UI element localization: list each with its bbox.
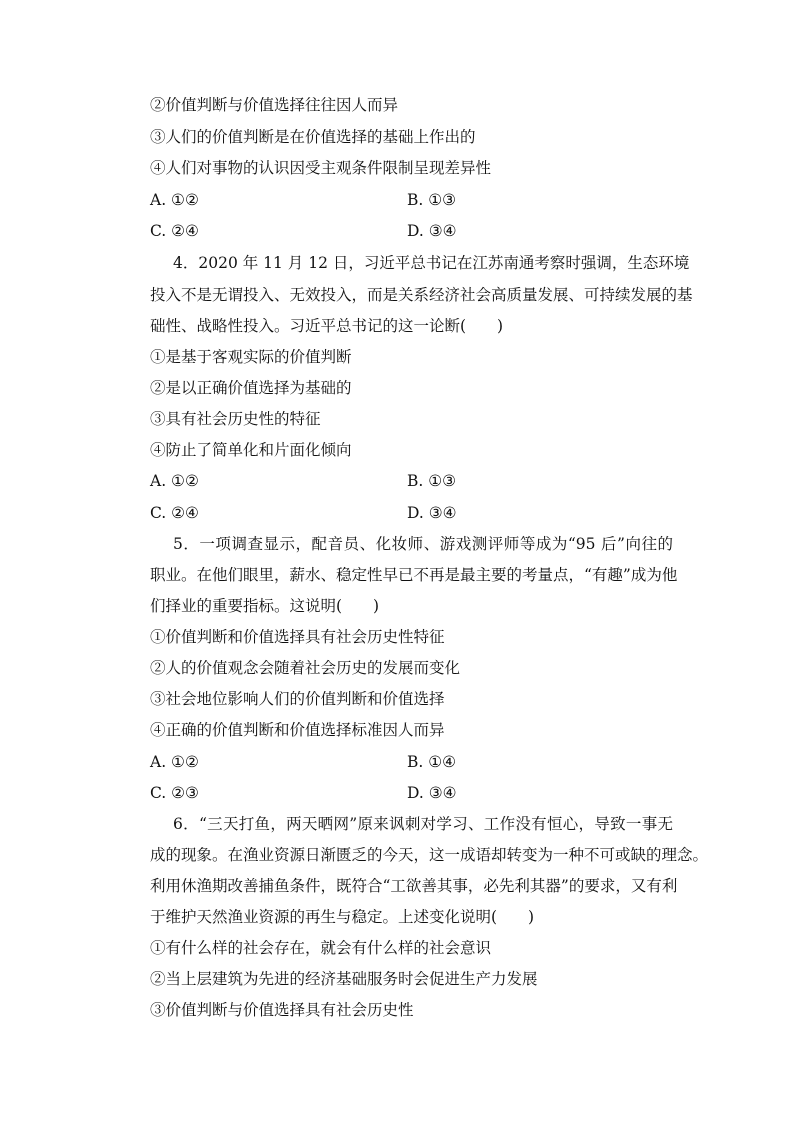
q5-stem-line-3: 们择业的重要指标。这说明( ) (150, 597, 380, 615)
q5-choice-b: B. ①④ (407, 753, 457, 771)
q6-stem-line-3: 利用休渔期改善捕鱼条件，既符合“工欲善其事，必先利其器”的要求，又有利 (150, 877, 678, 895)
q5-item-2: ②人的价值观念会随着社会历史的发展而变化 (150, 659, 461, 677)
q4-stem-line-2: 投入不是无谓投入、无效投入，而是关系经济社会高质量发展、可持续发展的基 (150, 286, 693, 304)
q3-item-3: ③人们的价值判断是在价值选择的基础上作出的 (150, 128, 476, 146)
q6-item-3: ③价值判断与价值选择具有社会历史性 (150, 1001, 414, 1019)
q6-item-1: ①有什么样的社会存在，就会有什么样的社会意识 (150, 939, 492, 957)
q4-item-2: ②是以正确价值选择为基础的 (150, 379, 352, 397)
q5-choice-a: A. ①② (150, 753, 199, 771)
q6-stem-line-1: 6．“三天打鱼，两天晒网”原来讽刺对学习、工作没有恒心，导致一事无 (173, 815, 673, 833)
q4-choice-c: C. ②④ (150, 504, 199, 522)
q4-stem-line-3: 础性、战略性投入。习近平总书记的这一论断( ) (150, 317, 504, 335)
q3-item-2: ②价值判断与价值选择往往因人而异 (150, 96, 399, 114)
q5-item-1: ①价值判断和价值选择具有社会历史性特征 (150, 628, 445, 646)
q6-stem-line-2: 成的现象。在渔业资源日渐匮乏的今天，这一成语却转变为一种不可或缺的理念。 (150, 846, 709, 864)
q3-item-4: ④人们对事物的认识因受主观条件限制呈现差异性 (150, 159, 492, 177)
q5-stem-line-1: 5．一项调查显示，配音员、化妆师、游戏测评师等成为“95 后”向往的 (173, 535, 673, 553)
q6-item-2: ②当上层建筑为先进的经济基础服务时会促进生产力发展 (150, 970, 538, 988)
q5-choice-c: C. ②③ (150, 784, 199, 802)
q4-item-3: ③具有社会历史性的特征 (150, 410, 321, 428)
q4-stem-line-1: 4．2020 年 11 月 12 日，习近平总书记在江苏南通考察时强调，生态环境 (173, 254, 690, 272)
q3-choice-c: C. ②④ (150, 222, 199, 240)
q4-choice-d: D. ③④ (407, 504, 457, 522)
q4-choice-b: B. ①③ (407, 472, 457, 490)
q5-choice-d: D. ③④ (407, 784, 457, 802)
q5-item-4: ④正确的价值判断和价值选择标准因人而异 (150, 721, 445, 739)
q5-item-3: ③社会地位影响人们的价值判断和价值选择 (150, 690, 445, 708)
q5-stem-line-2: 职业。在他们眼里，薪水、稳定性早已不再是最主要的考量点，“有趣”成为他 (150, 566, 678, 584)
q3-choice-d: D. ③④ (407, 222, 457, 240)
q4-item-4: ④防止了简单化和片面化倾向 (150, 441, 352, 459)
q6-stem-line-4: 于维护天然渔业资源的再生与稳定。上述变化说明( ) (150, 908, 535, 926)
q4-item-1: ①是基于客观实际的价值判断 (150, 348, 352, 366)
q3-choice-b: B. ①③ (407, 191, 457, 209)
q3-choice-a: A. ①② (150, 191, 199, 209)
q4-choice-a: A. ①② (150, 472, 199, 490)
